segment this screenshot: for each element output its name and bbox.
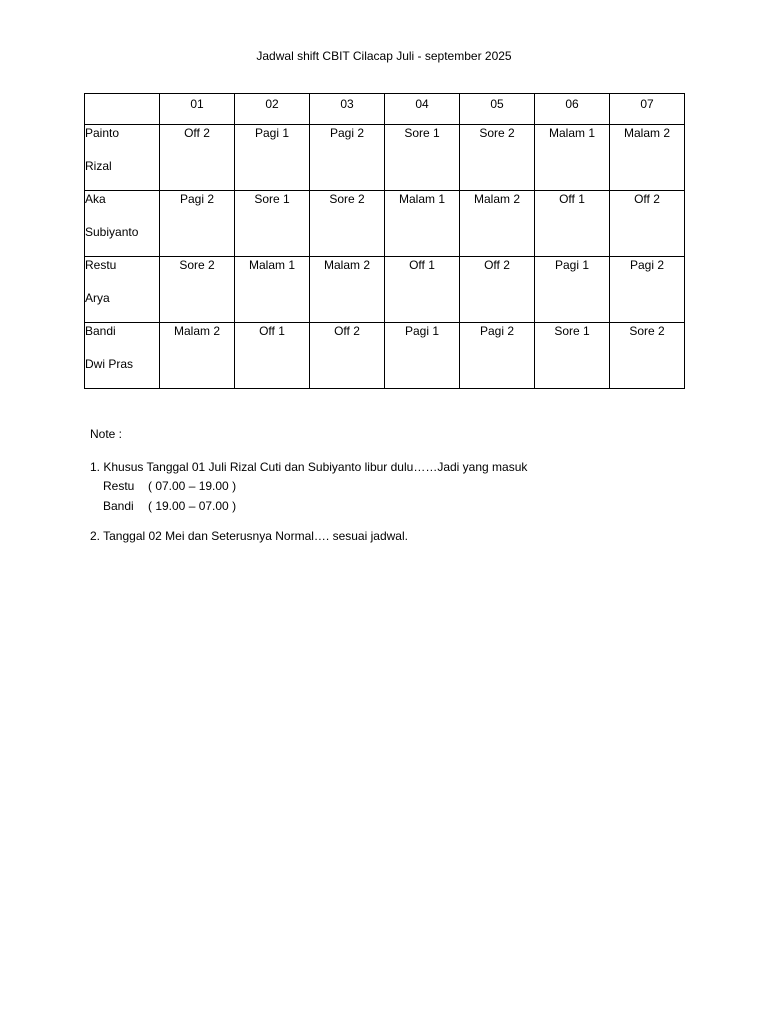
note-sub-name: Restu [103, 479, 135, 493]
document-title: Jadwal shift CBIT Cilacap Juli - september 2025 [256, 49, 512, 63]
shift-cell: Malam 1 [235, 257, 310, 323]
staff-name-secondary: Arya [85, 291, 110, 305]
shift-cell: Malam 1 [535, 125, 610, 191]
table-row [85, 323, 685, 389]
day-header: 01 [160, 94, 235, 125]
note-label: Note : [90, 427, 123, 441]
table-header-row [85, 94, 685, 125]
note-sub-item [90, 476, 710, 496]
shift-cell: Malam 1 [385, 191, 460, 257]
shift-cell: Pagi 2 [160, 191, 235, 257]
note-sub-time: ( 19.00 – 07.00 ) [148, 499, 237, 513]
shift-cell: Off 2 [460, 257, 535, 323]
note-sub-item [90, 496, 710, 516]
notes-section [90, 426, 710, 545]
shift-cell: Sore 2 [160, 257, 235, 323]
shift-cell: Malam 2 [160, 323, 235, 389]
shift-cell: Off 2 [610, 191, 685, 257]
staff-name-cell [85, 257, 160, 323]
shift-cell: Off 2 [160, 125, 235, 191]
shift-cell: Pagi 1 [535, 257, 610, 323]
shift-cell: Malam 2 [460, 191, 535, 257]
day-header: 03 [310, 94, 385, 125]
staff-name-cell [85, 323, 160, 389]
table-row [85, 191, 685, 257]
shift-cell: Sore 1 [385, 125, 460, 191]
staff-name-primary: Bandi [85, 324, 116, 338]
staff-name-primary: Painto [85, 126, 120, 140]
staff-name-cell [85, 125, 160, 191]
note-item-1: 1. Khusus Tanggal 01 Juli Rizal Cuti dan Subiyanto libur dulu……Jadi yang masuk [90, 460, 528, 474]
staff-name-primary: Restu [85, 258, 117, 272]
shift-cell: Off 1 [385, 257, 460, 323]
shift-cell: Pagi 2 [610, 257, 685, 323]
staff-name-secondary: Dwi Pras [85, 357, 134, 371]
shift-cell: Sore 1 [535, 323, 610, 389]
shift-cell: Pagi 1 [235, 125, 310, 191]
day-header: 07 [610, 94, 685, 125]
shift-cell: Sore 2 [460, 125, 535, 191]
staff-name-secondary: Subiyanto [85, 225, 139, 239]
shift-cell: Pagi 1 [385, 323, 460, 389]
shift-cell: Malam 2 [310, 257, 385, 323]
shift-cell: Sore 2 [310, 191, 385, 257]
table-corner-cell [85, 94, 160, 125]
day-header: 05 [460, 94, 535, 125]
table-row [85, 257, 685, 323]
shift-cell: Pagi 2 [460, 323, 535, 389]
shift-cell: Off 2 [310, 323, 385, 389]
shift-cell: Sore 2 [610, 323, 685, 389]
note-item-2: 2. Tanggal 02 Mei dan Seterusnya Normal…. sesuai jadwal. [90, 529, 408, 543]
staff-name-cell [85, 191, 160, 257]
day-header: 02 [235, 94, 310, 125]
staff-name-secondary: Rizal [85, 159, 112, 173]
note-sub-name: Bandi [103, 499, 134, 513]
shift-cell: Pagi 2 [310, 125, 385, 191]
shift-cell: Sore 1 [235, 191, 310, 257]
shift-schedule-table [84, 93, 685, 389]
note-sub-time: ( 07.00 – 19.00 ) [148, 479, 237, 493]
day-header: 04 [385, 94, 460, 125]
staff-name-primary: Aka [85, 192, 106, 206]
shift-cell: Off 1 [535, 191, 610, 257]
shift-cell: Off 1 [235, 323, 310, 389]
day-header: 06 [535, 94, 610, 125]
table-row [85, 125, 685, 191]
shift-cell: Malam 2 [610, 125, 685, 191]
